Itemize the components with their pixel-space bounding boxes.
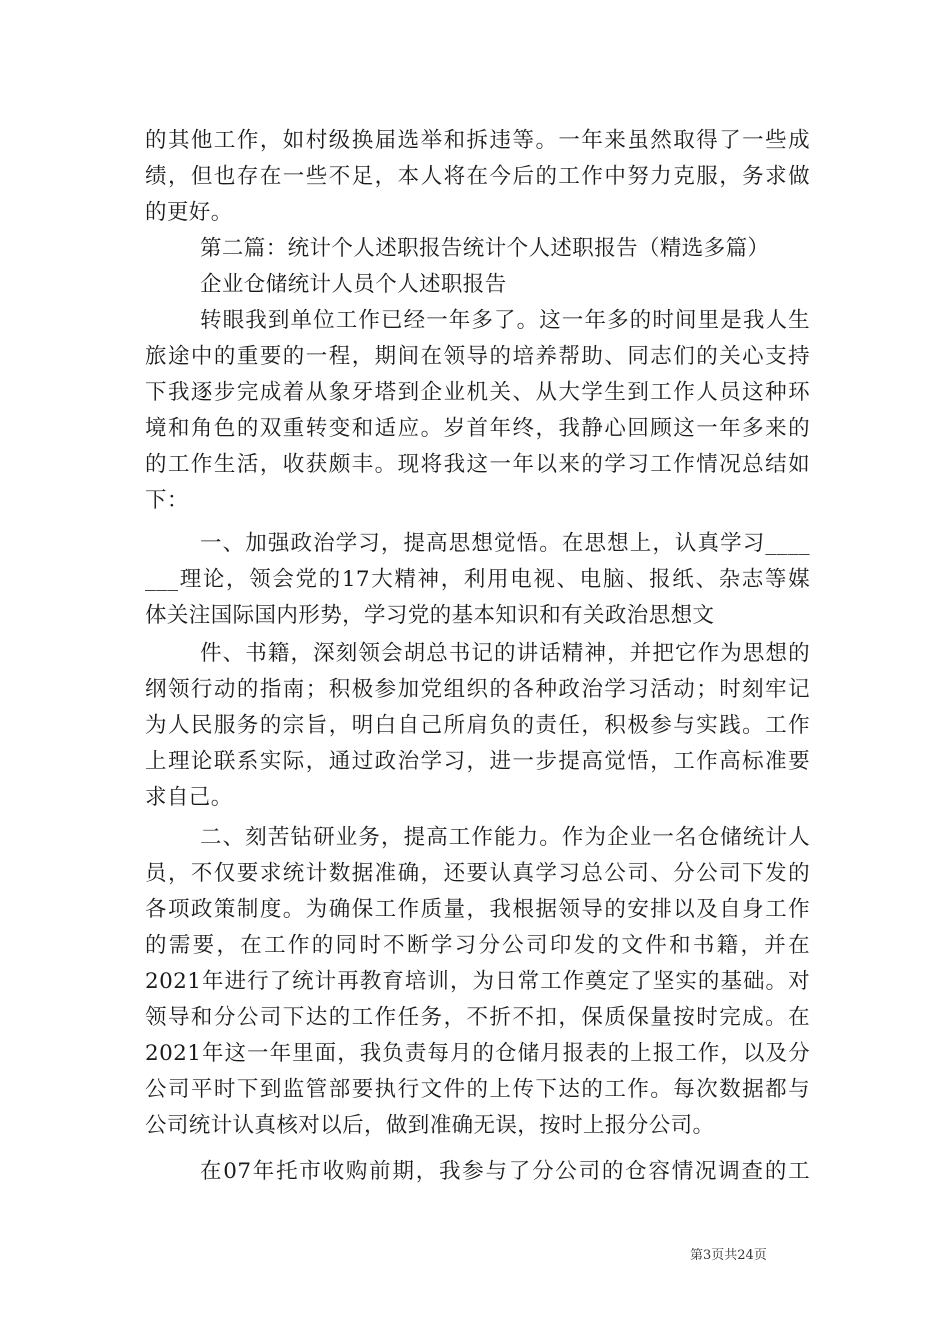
text-line: ___理论，领会党的17大精神，利用电视、电脑、报纸、杂志等媒 [145,567,810,592]
text-line: 领导和分公司下达的工作任务，不折不扣，保质保量按时完成。在 [145,1005,810,1030]
text-line: 旅途中的重要的一程，期间在领导的培养帮助、同志们的关心支持 [145,344,810,369]
text-line: 绩，但也存在一些不足，本人将在今后的工作中努力克服，务求做 [145,164,810,189]
page-number: 第3页共24页 [690,1248,767,1263]
report-title: 企业仓储统计人员个人述职报告 [200,272,507,297]
text-line: 的其他工作，如村级换届选举和拆违等。一年来虽然取得了一些成 [145,128,810,153]
text-line: 境和角色的双重转变和适应。岁首年终，我静心回顾这一年多来的 [145,416,810,441]
text-line: 二、刻苦钻研业务，提高工作能力。作为企业一名仓储统计人 [200,825,810,850]
text-line: 上理论联系实际，通过政治学习，进一步提高觉悟，工作高标准要 [145,749,810,774]
text-line: 求自己。 [145,785,233,810]
text-line: 公司平时下到监管部要执行文件的上传下达的工作。每次数据都与 [145,1077,810,1102]
text-line: 员，不仅要求统计数据准确，还要认真学习总公司、分公司下发的 [145,861,810,886]
text-line: 件、书籍，深刻领会胡总书记的讲话精神，并把它作为思想的 [200,641,810,666]
text-line: 2021年这一年里面，我负责每月的仓储月报表的上报工作，以及分 [145,1041,810,1066]
text-line: 下： [145,488,189,513]
text-line: 的更好。 [145,200,233,225]
text-line: 转眼我到单位工作已经一年多了。这一年多的时间里是我人生 [200,308,810,333]
text-line: 公司统计认真核对以后，做到准确无误，按时上报分公司。 [145,1113,715,1138]
text-line: 纲领行动的指南；积极参加党组织的各种政治学习活动；时刻牢记 [145,677,810,702]
text-line: 一、加强政治学习，提高思想觉悟。在思想上，认真学习____ [200,531,810,556]
section-heading: 第二篇：统计个人述职报告统计个人述职报告（精选多篇） [200,236,770,261]
text-line: 在07年托市收购前期，我参与了分公司的仓容情况调查的工 [200,1159,810,1184]
text-line: 体关注国际国内形势，学习党的基本知识和有关政治思想文 [145,603,715,628]
text-line: 为人民服务的宗旨，明白自己所肩负的责任，积极参与实践。工作 [145,713,810,738]
text-line: 的需要，在工作的同时不断学习分公司印发的文件和书籍，并在 [145,933,810,958]
text-line: 2021年进行了统计再教育培训，为日常工作奠定了坚实的基础。对 [145,969,810,994]
text-line: 的工作生活，收获颇丰。现将我这一年以来的学习工作情况总结如 [145,452,810,477]
text-line: 各项政策制度。为确保工作质量，我根据领导的安排以及自身工作 [145,897,810,922]
text-line: 下我逐步完成着从象牙塔到企业机关、从大学生到工作人员这种环 [145,380,810,405]
